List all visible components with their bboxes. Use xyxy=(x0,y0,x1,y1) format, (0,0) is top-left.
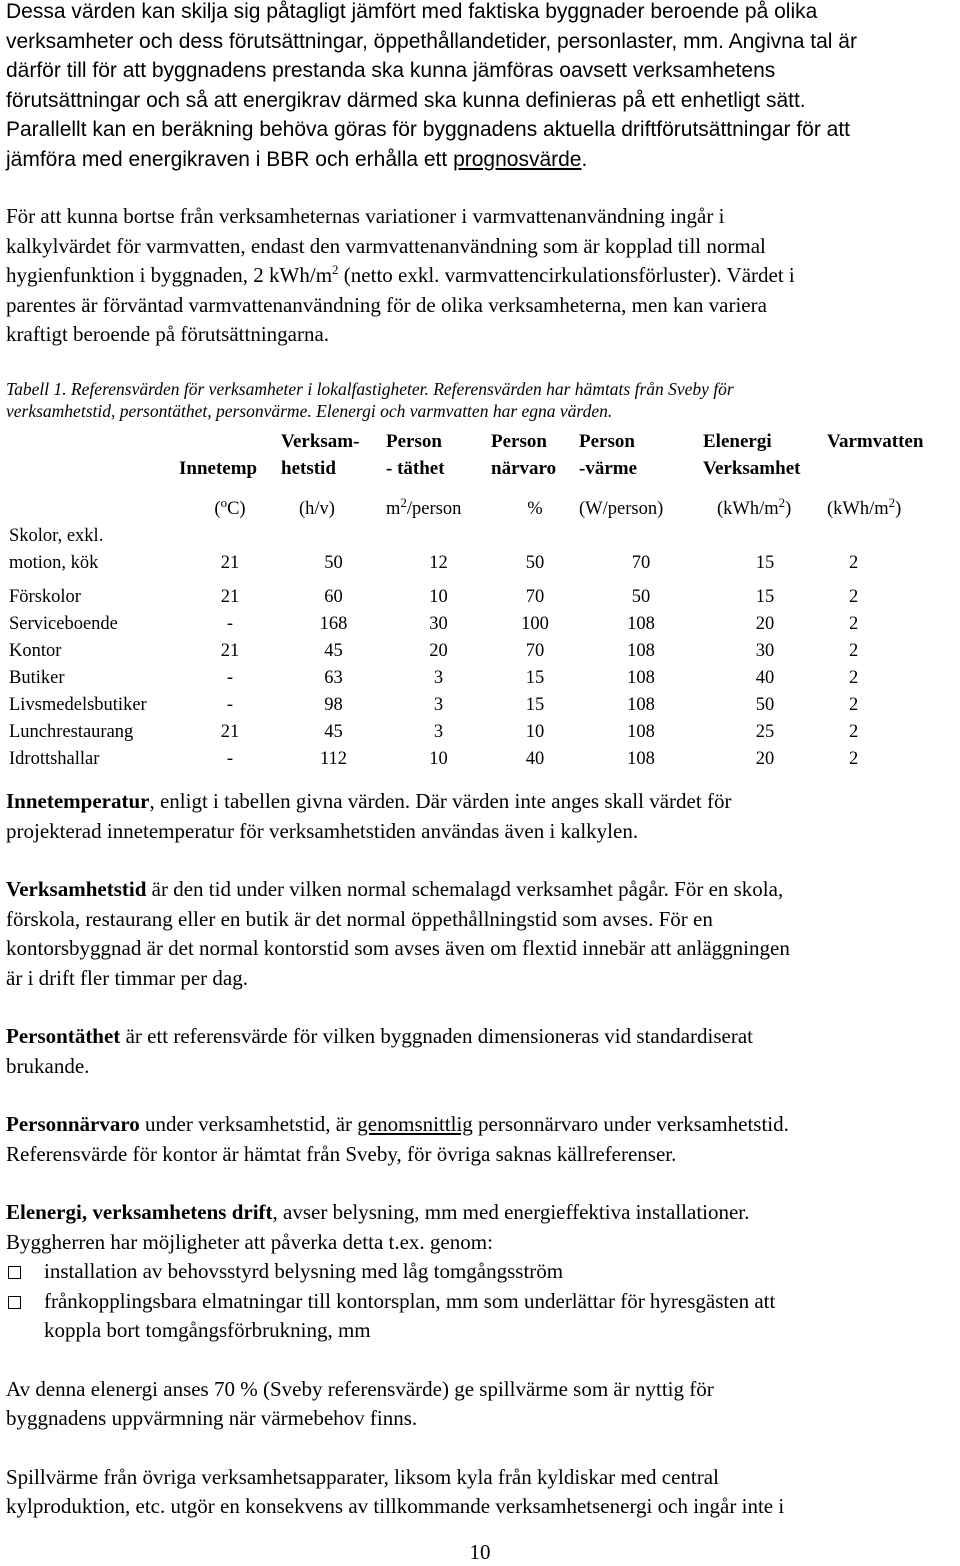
spillvarme-paragraph xyxy=(6,1375,956,1434)
term: Verksamhetstid xyxy=(6,877,147,901)
text-line xyxy=(6,875,956,905)
table-cell: 50 xyxy=(525,553,545,573)
other-equipment-paragraph xyxy=(6,1463,956,1522)
table-cell: 108 xyxy=(627,668,655,688)
header-cell: Person xyxy=(386,431,442,452)
header-cell: - täthet xyxy=(386,458,445,479)
text-line: projekterad innetemperatur för verksamhetstiden användas även i kalkylen. xyxy=(6,818,639,843)
table-cell: 2 xyxy=(849,553,859,573)
text-line: koppla bort tomgångsförbrukning, mm xyxy=(44,1318,371,1342)
def-elenergi xyxy=(6,1198,956,1346)
def-persontathet xyxy=(6,1022,956,1081)
table-cell: - xyxy=(226,695,234,715)
text-line xyxy=(6,1110,956,1140)
def-personnarvaro xyxy=(6,1110,956,1169)
text-line: kontorsbyggnad är det normal kontorstid som avses även om flextid innebär att anläggningen xyxy=(6,936,790,960)
text-span: , avser belysning, mm med energieffektiva installationer. xyxy=(272,1200,750,1224)
table-caption xyxy=(6,378,734,422)
table-cell: 70 xyxy=(525,587,545,607)
table-cell: 3 xyxy=(433,695,444,715)
row-label: Kontor xyxy=(9,641,62,661)
units-cell xyxy=(703,482,827,523)
table-cell: 63 xyxy=(324,668,343,688)
unit-text: ( xyxy=(214,499,221,519)
def-verksamhetstid xyxy=(6,875,956,993)
header-cell xyxy=(827,455,933,482)
table-cell: 21 xyxy=(220,587,240,607)
table-cell: 2 xyxy=(849,641,859,661)
superscript: 2 xyxy=(778,494,786,510)
table-cell: 108 xyxy=(627,641,655,661)
text-span: , enligt i tabellen givna värden. Där värden inte anges skall värdet för xyxy=(149,789,732,813)
unit-text: m xyxy=(386,499,401,519)
units-cell xyxy=(9,482,179,523)
superscript: 2 xyxy=(400,494,407,510)
table-cell: 2 xyxy=(849,614,859,634)
unit-text: C) xyxy=(227,499,246,519)
text-line: frånkopplingsbara elmatningar till kontorsplan, mm som underlättar för hyresgästen att xyxy=(44,1288,776,1313)
unit-text: ) xyxy=(785,499,792,519)
bullet-item xyxy=(6,1257,956,1287)
table-row xyxy=(9,638,933,665)
superscript: 2 xyxy=(332,262,339,277)
table-row xyxy=(9,523,933,550)
header-cell xyxy=(9,455,179,482)
table-cell: 2 xyxy=(849,587,859,607)
header-cell: Person xyxy=(491,431,547,452)
text-line: installation av behovsstyrd belysning med låg tomgångsström xyxy=(44,1259,564,1283)
table-cell: 15 xyxy=(525,668,545,688)
table-cell: 108 xyxy=(627,722,655,742)
row-label: Livsmedelsbutiker xyxy=(9,695,147,715)
table-cell: 2 xyxy=(849,668,859,688)
text-line: kraftigt beroende på förutsättningarna. xyxy=(6,322,330,346)
table-row xyxy=(9,611,933,638)
table-cell: 108 xyxy=(627,614,655,634)
text-line xyxy=(6,787,956,817)
header-cell: -värme xyxy=(579,458,638,479)
header-cell: Varmvatten xyxy=(827,431,924,452)
table-cell: 30 xyxy=(429,614,448,634)
table-cell: 40 xyxy=(525,749,545,769)
units-cell xyxy=(179,482,281,523)
units-row xyxy=(9,482,933,523)
checkbox-bullet-icon xyxy=(8,1266,21,1279)
table-cell: 45 xyxy=(324,722,343,742)
definitions xyxy=(6,787,956,1522)
text-line: Av denna elenergi anses 70 % (Sveby referensvärde) ge spillvärme som är nyttig för xyxy=(6,1376,714,1401)
reference-table xyxy=(9,428,933,773)
table-cell: 100 xyxy=(521,614,549,634)
header-cell: Verksam- xyxy=(281,431,360,452)
text-line xyxy=(6,261,795,291)
table-cell: 3 xyxy=(433,722,444,742)
bullet-text xyxy=(44,1257,563,1287)
table-cell: 30 xyxy=(755,641,775,661)
table-cell: 20 xyxy=(755,749,775,769)
table-cell: - xyxy=(226,668,234,688)
table-cell: 10 xyxy=(429,587,448,607)
genomsnittlig-link[interactable]: genomsnittlig xyxy=(357,1112,473,1136)
text-line xyxy=(6,1022,956,1052)
header-cell: närvaro xyxy=(491,458,557,479)
table-cell: 70 xyxy=(525,641,545,661)
table-cell: 50 xyxy=(324,553,343,573)
text-line xyxy=(6,1198,956,1228)
spacer-cell xyxy=(179,523,933,550)
caption-line: verksamhetstid, persontäthet, personvärme. Elenergi och varmvatten har egna värden. xyxy=(6,401,613,421)
row-label: Lunchrestaurang xyxy=(9,722,134,742)
page-number: 10 xyxy=(469,1540,491,1564)
table-cell: 70 xyxy=(631,553,651,573)
text-line: Referensvärde för kontor är hämtat från Sveby, för övriga saknas källreferenser. xyxy=(6,1141,677,1166)
text-span: under verksamhetstid, är xyxy=(139,1112,358,1136)
text-line: För att kunna bortse från verksamheternas variationer i varmvattenanvändning ingår i xyxy=(6,204,725,228)
bullet-text xyxy=(44,1287,775,1346)
text-line: är i drift fler timmar per dag. xyxy=(6,965,248,990)
header-cell: hetstid xyxy=(281,458,336,479)
header-cell: Verksamhet xyxy=(703,458,801,479)
unit-text: (kWh/m xyxy=(717,499,779,519)
row-label: Idrottshallar xyxy=(9,749,100,769)
units-cell xyxy=(386,482,491,523)
table-cell: 21 xyxy=(220,553,240,573)
caption-line: Tabell 1. Referensvärden för verksamheter i lokalfastigheter. Referensvärden har hämtats från Sveby för xyxy=(6,379,734,399)
table-row xyxy=(9,584,933,611)
row-label: motion, kök xyxy=(9,553,99,573)
term: Innetemperatur xyxy=(6,789,150,813)
row-label: Butiker xyxy=(9,668,65,688)
text-line: parentes är förväntad varmvattenanvändning för de olika verksamheterna, men kan variera xyxy=(6,292,767,317)
def-innetemperatur xyxy=(6,787,956,846)
table-cell: 3 xyxy=(433,668,444,688)
superscript: o xyxy=(220,494,228,510)
table-cell: 21 xyxy=(220,641,240,661)
unit-text: (kWh/m xyxy=(827,499,889,519)
table-cell: 98 xyxy=(324,695,343,715)
text-line: verksamheter och dess förutsättningar, öppethållandetider, personlaster, mm. Angivna tal är xyxy=(6,29,857,53)
table-cell: - xyxy=(226,614,234,634)
text-line xyxy=(6,145,857,175)
hot-water-paragraph xyxy=(6,202,795,350)
superscript: 2 xyxy=(888,494,896,510)
text-line: byggnadens uppvärmning när värmebehov finns. xyxy=(6,1406,418,1430)
header-row-top xyxy=(9,428,933,455)
table-cell: 15 xyxy=(755,553,775,573)
table-row xyxy=(9,550,933,584)
text-line: förutsättningar och så att energikrav därmed ska kunna definieras på ett enhetligt sätt. xyxy=(6,88,806,112)
table-cell: 21 xyxy=(220,722,240,742)
text-line: Byggherren har möjligheter att påverka detta t.ex. genom: xyxy=(6,1229,493,1254)
header-row-bottom xyxy=(9,455,933,482)
text-span: jämföra med energikraven i BBR och erhålla ett xyxy=(6,147,454,171)
term: Elenergi, verksamhetens drift xyxy=(6,1200,273,1224)
table-cell: 20 xyxy=(755,614,775,634)
header-cell xyxy=(9,428,179,455)
term: Persontäthet xyxy=(6,1024,121,1048)
text-span: hygienfunktion i byggnaden, 2 kWh/m xyxy=(6,263,333,287)
units-cell: (h/v) xyxy=(299,499,335,519)
table-cell: 2 xyxy=(849,722,859,742)
text-span: (netto exkl. varmvattencirkulationsförluster). Värdet i xyxy=(338,263,795,287)
header-cell xyxy=(179,428,281,455)
text-line: Dessa värden kan skilja sig påtagligt jämfört med faktiska byggnader beroende på olika xyxy=(6,0,818,23)
table-cell: 12 xyxy=(429,553,448,573)
text-line: kalkylvärdet för varmvatten, endast den varmvattenanvändning som är kopplad till normal xyxy=(6,233,766,258)
prognosvarde-link[interactable]: prognosvärde xyxy=(453,147,582,171)
table-cell: 40 xyxy=(755,668,775,688)
table-cell: 108 xyxy=(627,749,655,769)
text-line: Spillvärme från övriga verksamhetsapparater, liksom kyla från kyldiskar med central xyxy=(6,1464,719,1489)
table-row xyxy=(9,692,933,719)
units-cell: (W/person) xyxy=(579,499,664,519)
table-row xyxy=(9,746,933,773)
table-cell: 45 xyxy=(324,641,343,661)
table-cell: 2 xyxy=(849,749,859,769)
checkbox-bullet-icon xyxy=(8,1296,21,1309)
table-cell: 168 xyxy=(319,614,348,634)
units-cell: % xyxy=(527,499,543,519)
table-cell: 60 xyxy=(324,587,343,607)
table-row xyxy=(9,665,933,692)
row-label: Skolor, exkl. xyxy=(9,526,104,546)
term: Personnärvaro xyxy=(6,1112,140,1136)
table-cell: - xyxy=(226,749,234,769)
text-line: Parallellt kan en beräkning behöva göras för byggnadens aktuella driftförutsättningar för att xyxy=(6,118,851,141)
table-row xyxy=(9,719,933,746)
text-line: brukande. xyxy=(6,1053,90,1078)
table-cell: 25 xyxy=(755,722,775,742)
header-cell: Innetemp xyxy=(179,458,258,479)
intro-paragraph xyxy=(6,0,857,174)
table-cell: 10 xyxy=(429,749,448,769)
table-cell: 50 xyxy=(755,695,775,715)
units-cell xyxy=(827,482,933,523)
header-cell: Elenergi xyxy=(703,431,772,452)
table-cell: 15 xyxy=(525,695,545,715)
table-cell: 20 xyxy=(429,641,448,661)
text-line: kylproduktion, etc. utgör en konsekvens av tillkommande verksamhetsenergi och ingår inte i xyxy=(6,1494,785,1518)
unit-text: ) xyxy=(895,499,902,519)
bullet-item xyxy=(6,1287,956,1346)
table-cell: 108 xyxy=(627,695,655,715)
text-span: är ett referensvärde för vilken byggnaden dimensioneras vid standardiserat xyxy=(120,1024,753,1048)
table-cell: 10 xyxy=(525,722,545,742)
table-cell: 50 xyxy=(631,587,651,607)
text-span: personnärvaro under verksamhetstid. xyxy=(472,1112,789,1136)
text-span: är den tid under vilken normal schemalagd verksamhet pågår. För en skola, xyxy=(146,877,784,901)
row-label: Serviceboende xyxy=(9,614,118,634)
table-cell: 112 xyxy=(319,749,348,769)
row-label: Förskolor xyxy=(9,587,81,607)
table-cell: 2 xyxy=(849,695,859,715)
text-line: förskola, restaurang eller en butik är det normal öppethållningstid som avses. För en xyxy=(6,906,713,931)
table-cell: 15 xyxy=(755,587,775,607)
text-span: . xyxy=(581,147,588,171)
header-cell: Person xyxy=(579,431,635,452)
text-line: därför till för att byggnadens prestanda ska kunna jämföras oavsett verksamhetens xyxy=(6,59,776,82)
unit-text: /person xyxy=(406,499,462,519)
